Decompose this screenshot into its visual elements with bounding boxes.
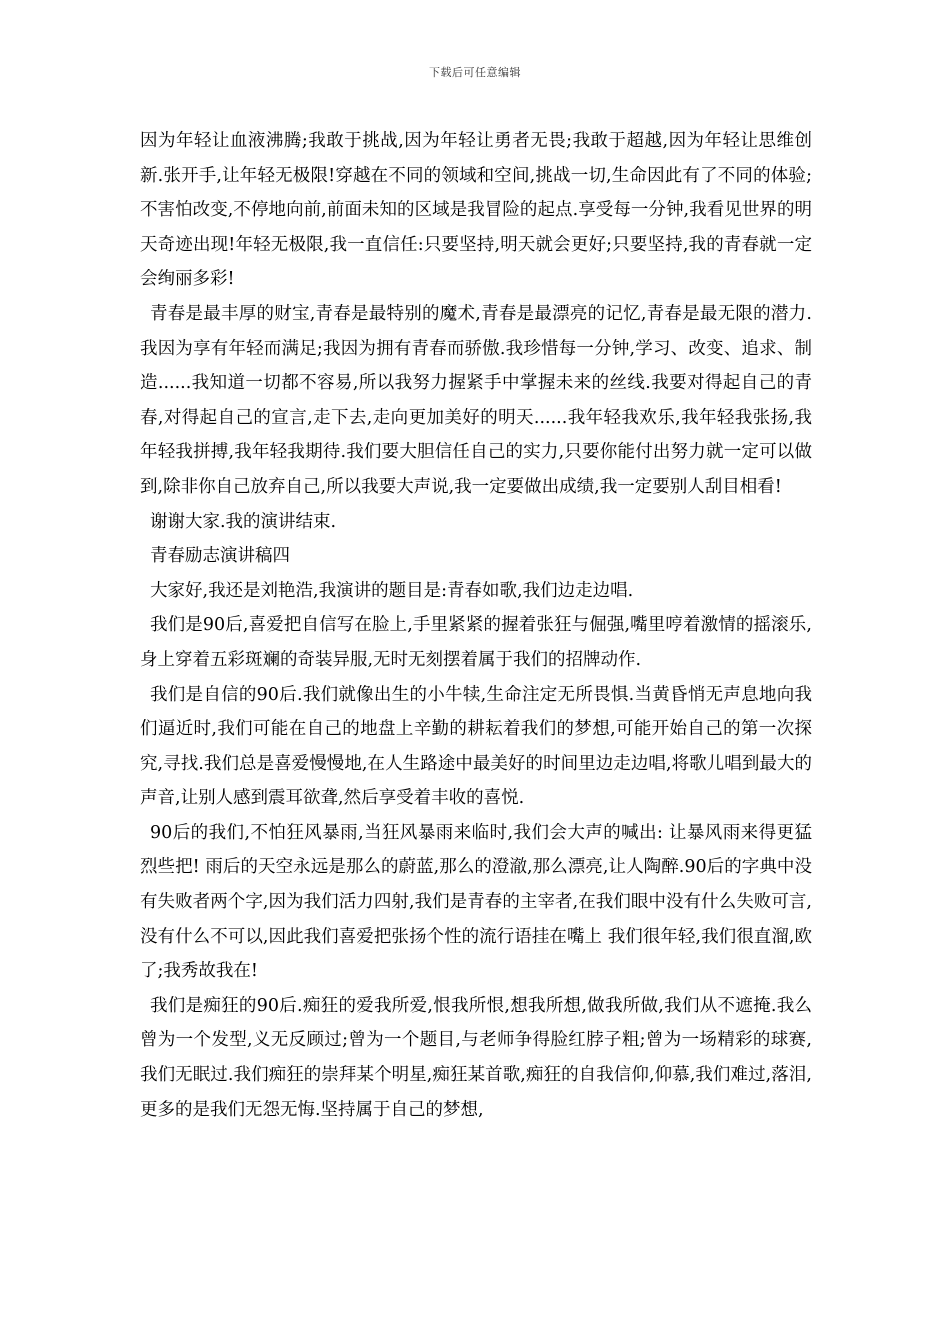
paragraph-3: 谢谢大家.我的演讲结束. <box>150 511 337 532</box>
paragraph-5: 我们是90后,喜爱把自信写在脸上,手里紧紧的握着张狂与倔强,嘴里哼着激情的摇滚乐,身上穿着五彩斑斓的奇装异服,无时无刻摆着属于我们的招牌动作. <box>140 615 812 670</box>
section-heading: 青春励志演讲稿四 <box>150 546 290 567</box>
paragraph-1: 因为年轻让血液沸腾;我敢于挑战,因为年轻让勇者无畏;我敢于超越,因为年轻让思维创新.张开手,让年轻无极限!穿越在不同的领域和空间,挑战一切,生命因此有了不同的体验;不害怕改变,不停地向前,前面未知的区域是我冒险的起点.享受每一分钟,我看见世界的明天奇迹出现!年轻无极限,我一直信任:只要坚持,明天就会更好;只要坚持,我的青春就一定会绚丽多彩! <box>140 131 812 290</box>
paragraph-4: 大家好,我还是刘艳浩,我演讲的题目是:青春如歌,我们边走边唱. <box>150 580 634 601</box>
document-body <box>140 124 812 1127</box>
paragraph-7: 90后的我们,不怕狂风暴雨,当狂风暴雨来临时,我们会大声的喊出: 让暴风雨来得更猛烈些把! 雨后的天空永远是那么的蔚蓝,那么的澄澈,那么漂亮,让人陶醉.90后的字典中没有失败者两个字,因为我们活力四射,我们是青春的主宰者,在我们眼中没有什么失败可言,没有什么不可以,因此我们喜爱把张扬个性的流行语挂在嘴上 我们很年轻,我们很直溜,欧了;我秀故我在! <box>140 822 812 982</box>
page-header: 下载后可任意编辑 <box>429 66 521 79</box>
paragraph-8: 我们是痴狂的90后.痴狂的爱我所爱,恨我所恨,想我所想,做我所做,我们从不遮掩.我么曾为一个发型,义无反顾过;曾为一个题目,与老师争得脸红脖子粗;曾为一场精彩的球赛,我们无眠过.我们痴狂的崇拜某个明星,痴狂某首歌,痴狂的自我信仰,仰慕,我们难过,落泪,更多的是我们无怨无悔.坚持属于自己的梦想, <box>140 995 812 1120</box>
paragraph-6: 我们是自信的90后.我们就像出生的小牛犊,生命注定无所畏惧.当黄昏悄无声息地向我们逼近时,我们可能在自己的地盘上辛勤的耕耘着我们的梦想,可能开始自己的第一次探究,寻找.我们总是喜爱慢慢地,在人生路途中最美好的时间里边走边唱,将歌儿唱到最大的声音,让别人感到震耳欲聋,然后享受着丰收的喜悦. <box>140 684 812 809</box>
paragraph-2: 青春是最丰厚的财宝,青春是最特别的魔术,青春是最漂亮的记忆,青春是最无限的潜力.我因为享有年轻而满足;我因为拥有青春而骄傲.我珍惜每一分钟,学习、改变、追求、制造......我知道一切都不容易,所以我努力握紧手中掌握未来的丝线.我要对得起自己的青春,对得起自己的宣言,走下去,走向更加美好的明天......我年轻我欢乐,我年轻我张扬,我年轻我拼搏,我年轻我期待.我们要大胆信任自己的实力,只要你能付出努力就一定可以做到,除非你自己放弃自己,所以我要大声说,我一定要做出成绩,我一定要别人刮目相看! <box>140 303 812 497</box>
